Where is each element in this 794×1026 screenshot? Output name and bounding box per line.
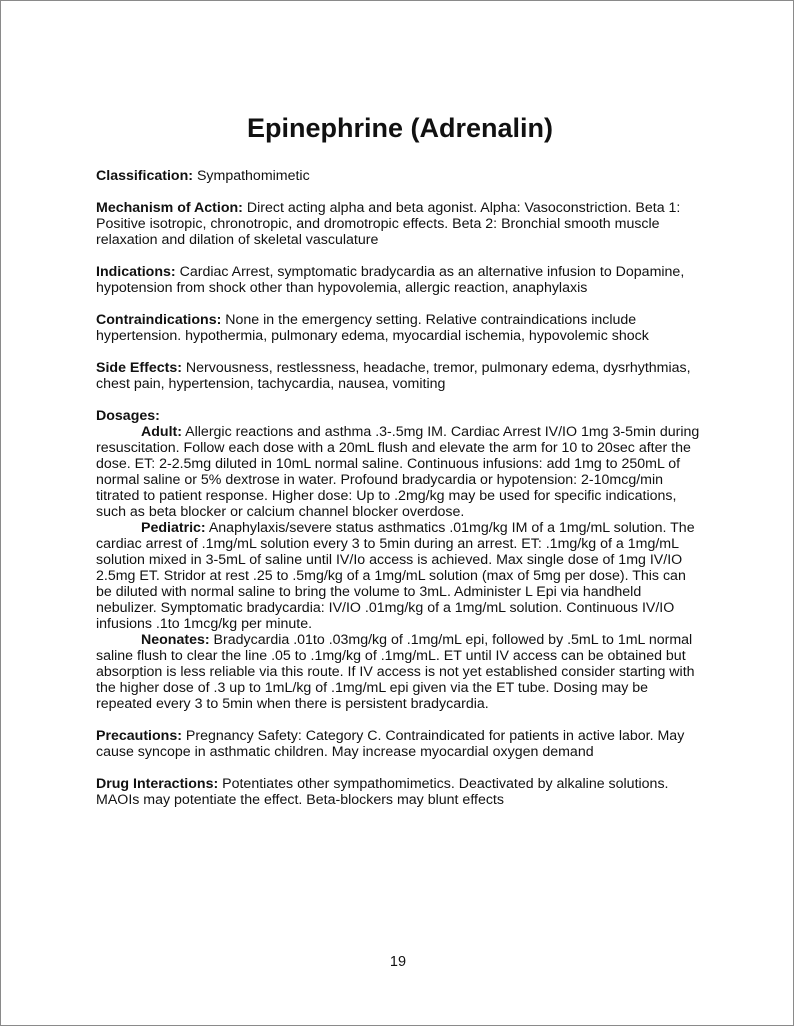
indications-label: Indications:: [96, 264, 176, 280]
contraindications-section: [96, 312, 704, 344]
classification-section: [96, 168, 704, 184]
drug-interactions-text: Potentiates other sympathomimetics. Deactivated by alkaline solutions. MAOIs may potentiate the effect. Beta-blockers may blunt effects: [96, 776, 669, 808]
mechanism-section: [96, 200, 704, 248]
side-effects-text: Nervousness, restlessness, headache, tremor, pulmonary edema, dysrhythmias, chest pain, hypertension, tachycardia, nausea, vomiting: [96, 360, 691, 392]
precautions-text: Pregnancy Safety: Category C. Contraindicated for patients in active labor. May cause syncope in asthmatic children. May increase myocardial oxygen demand: [96, 728, 685, 760]
precautions-label: Precautions:: [96, 728, 182, 744]
page-number: 19: [389, 954, 407, 970]
side-effects-section: [96, 360, 704, 392]
drug-interactions-label: Drug Interactions:: [96, 776, 219, 792]
contraindications-label: Contraindications:: [96, 312, 222, 328]
precautions-section: [96, 728, 704, 760]
mechanism-label: Mechanism of Action:: [96, 200, 243, 216]
dosage-adult-text: Allergic reactions and asthma .3-.5mg IM. Cardiac Arrest IV/IO 1mg 3-5min during resuscitation. Follow each dose with a 20mL flush and elevate the arm for 10 to 20sec after the dose. ET: 2-2.5mg diluted in 10mL normal saline. Continuous infusions: add 1mg to 250mL of normal saline or 5% dextrose in water. Profound bradycardia or hypotension: 2-10mcg/min titrated to patient response. Higher dose: Up to .2mg/kg may be used for specific indications, such as beta blocker or calcium channel blocker overdose.: [96, 424, 700, 520]
mechanism-text: Direct acting alpha and beta agonist. Alpha: Vasoconstriction. Beta 1: Positive isotropic, chronotropic, and dromotropic effects. Beta 2: Bronchial smooth muscle relaxation and dilation of skeletal vasculature: [96, 200, 681, 248]
dosage-neonates: [96, 632, 704, 712]
dosage-neonates-label: Neonates:: [141, 632, 210, 648]
dosages-section: [96, 408, 704, 712]
classification-text: Sympathomimetic: [196, 168, 310, 184]
classification-label: Classification:: [96, 168, 193, 184]
dosage-pediatric-text: Anaphylaxis/severe status asthmatics .01mg/kg IM of a 1mg/mL solution. The cardiac arrest of .1mg/mL solution every 3 to 5min during an arrest. ET: .1mg/kg of a 1mg/mL solution mixed in 3-5mL of saline until IV/Io access is achieved. Max single dose of 1mg IV/IO 2.5mg ET. Stridor at rest .25 to .5mg/kg of a 1mg/mL solution (max of 5mg per dose). This can be diluted with normal saline to bring the volume to 3mL. Administer L Epi via handheld nebulizer. Symptomatic bradycardia: IV/IO .01mg/kg of a 1mg/mL solution. Continuous IV/IO infusions .1to 1mcg/kg per minute.: [96, 520, 695, 632]
contraindications-text: None in the emergency setting. Relative contraindications include hypertension. hypothermia, pulmonary edema, myocardial ischemia, hypovolemic shock: [96, 312, 649, 344]
dosage-adult-label: Adult:: [141, 424, 182, 440]
page-content: [96, 113, 704, 824]
dosages-label: Dosages:: [96, 408, 160, 424]
side-effects-label: Side Effects:: [96, 360, 182, 376]
indications-text: Cardiac Arrest, symptomatic bradycardia as an alternative infusion to Dopamine, hypotension from shock other than hypovolemia, allergic reaction, anaphylaxis: [96, 264, 685, 296]
dosage-adult: [96, 424, 704, 520]
dosage-neonates-text: Bradycardia .01to .03mg/kg of .1mg/mL epi, followed by .5mL to 1mL normal saline flush to clear the line .05 to .1mg/kg of .1mg/mL. ET until IV access can be obtained but absorption is less reliable via this route. If IV access is not yet established consider starting with the higher dose of .3 up to 1mL/kg of .1mg/mL epi given via the ET tube. Dosing may be repeated every 3 to 5min when there is persistent bradycardia.: [96, 632, 695, 712]
dosage-pediatric-label: Pediatric:: [141, 520, 206, 536]
indications-section: [96, 264, 704, 296]
drug-interactions-section: [96, 776, 704, 808]
page-title: Epinephrine (Adrenalin): [246, 113, 554, 143]
dosage-pediatric: [96, 520, 704, 632]
